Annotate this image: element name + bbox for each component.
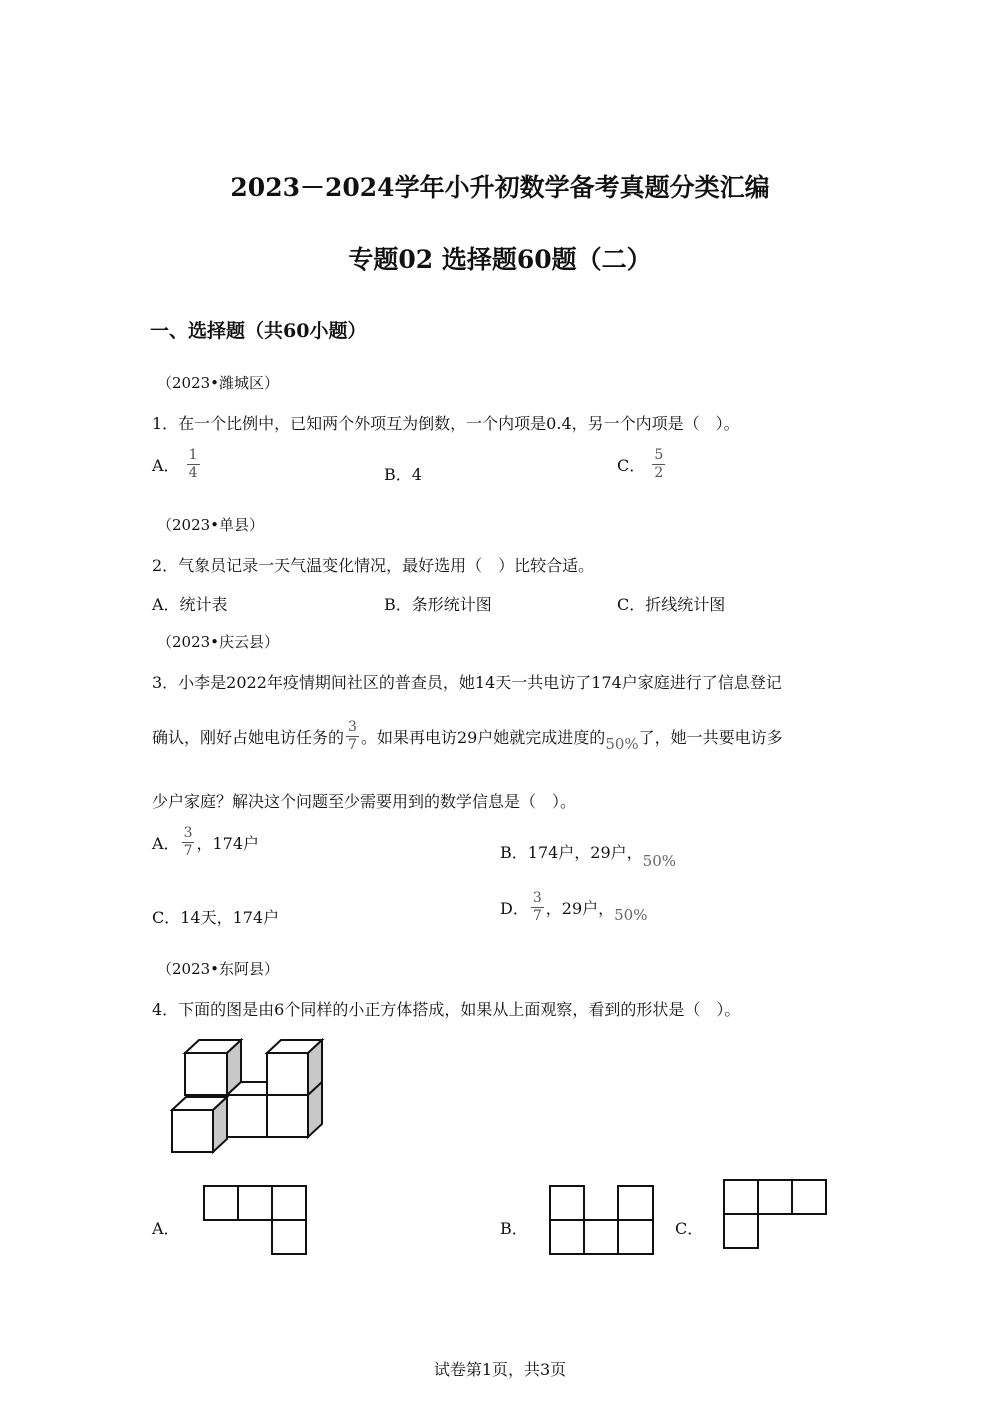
question-4-option-b[interactable]: B． xyxy=(500,1219,528,1238)
option-label: A． xyxy=(152,456,180,475)
section-heading: 一、选择题（共60小题） xyxy=(150,320,367,342)
question-1-source: （2023•潍城区） xyxy=(157,374,280,392)
percent-value: 50% xyxy=(642,852,677,870)
option-text: ，29户， xyxy=(545,899,615,918)
question-4-text: 4．下面的图是由6个同样的小正方体搭成，如果从上面观察，看到的形状是（ ）。 xyxy=(152,1000,741,1019)
question-2-text: 2．气象员记录一天气温变化情况，最好选用（ ）比较合适。 xyxy=(152,556,595,575)
option-label: D． xyxy=(500,899,529,918)
option-label: C． xyxy=(617,456,646,475)
question-2-option-c[interactable]: C．折线统计图 xyxy=(617,595,726,614)
fraction-numerator: 1 xyxy=(188,447,198,463)
question-3-source: （2023•庆云县） xyxy=(157,633,280,651)
text-segment: 确认，刚好占她电访任务的 xyxy=(152,728,345,747)
fraction-denominator: 4 xyxy=(188,465,198,481)
question-4-option-a[interactable]: A． xyxy=(152,1219,180,1238)
fraction-denominator: 7 xyxy=(532,908,542,924)
fraction-numerator: 5 xyxy=(654,447,664,463)
question-3-option-c[interactable]: C．14天，174户 xyxy=(152,908,280,927)
option-text: ，174户 xyxy=(196,834,260,853)
option-label: B．174户，29户， xyxy=(500,843,643,862)
question-3-line-3: 少户家庭？解决这个问题至少需要用到的数学信息是（ ）。 xyxy=(152,792,577,811)
fraction-numerator: 3 xyxy=(348,719,357,735)
fraction-numerator: 3 xyxy=(532,890,542,906)
question-4-source: （2023•东阿县） xyxy=(157,960,280,978)
question-2-option-b[interactable]: B．条形统计图 xyxy=(384,595,492,614)
page-footer: 试卷第1页，共3页 xyxy=(433,1360,567,1379)
text-segment: 了，她一共要电访多 xyxy=(638,728,783,747)
question-3-line-1: 3．小李是2022年疫情期间社区的普查员，她14天一共电访了174户家庭进行了信息登记 xyxy=(152,673,782,692)
question-1-option-b[interactable]: B．4 xyxy=(384,465,422,484)
document-title: 2023－2024学年小升初数学备考真题分类汇编 xyxy=(230,173,770,202)
document-subtitle: 专题02 选择题60题（二） xyxy=(348,245,652,274)
percent-value: 50% xyxy=(614,906,648,924)
fraction-denominator: 7 xyxy=(348,737,357,753)
question-1-text: 1．在一个比例中，已知两个外项互为倒数，一个内项是0.4，另一个内项是（ ）。 xyxy=(152,414,740,433)
option-label: A． xyxy=(152,834,180,853)
fraction-denominator: 2 xyxy=(654,465,664,481)
percent-value: 50% xyxy=(605,735,639,753)
question-2-option-a[interactable]: A．统计表 xyxy=(152,595,228,614)
fraction-numerator: 3 xyxy=(183,825,193,841)
question-4-option-c[interactable]: C． xyxy=(675,1219,704,1238)
text-segment: 。如果再电访29户她就完成进度的 xyxy=(360,728,606,747)
question-2-source: （2023•单县） xyxy=(157,516,265,534)
fraction-denominator: 7 xyxy=(183,843,193,859)
